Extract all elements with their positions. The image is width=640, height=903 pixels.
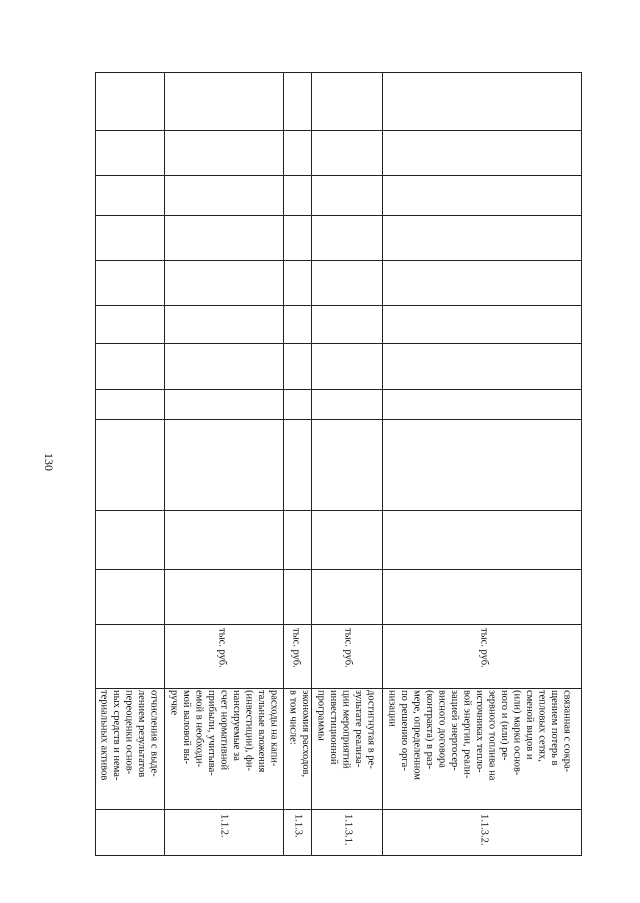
tariff-table	[95, 72, 582, 856]
page-number: 130	[42, 453, 56, 471]
row-3-number: 1.1.3.1.	[342, 814, 354, 846]
row-2-number: 1.1.3.	[292, 814, 304, 838]
row-3-unit: тыс. руб.	[342, 628, 354, 668]
row-3-description: достигнутая в ре- зультате реализа- ции мероприятий инвестиционной программы	[315, 690, 377, 769]
row-1-number: 1.1.2.	[218, 814, 230, 838]
row-1-description: расходы на капи- тальные вложения (инвестиции), фи- нансируемые за счет нормативной прибыли, учитыва- емой в необходи- мой валовой вы- ручке	[168, 690, 280, 776]
row-1-unit: тыс. руб.	[216, 628, 228, 668]
row-2-description: экономия расходов, в том числе:	[287, 690, 311, 778]
row-4-description: связанная с сокра- щением потерь в тепловых сетях, сменой видов и (или) марки основ- ного и (или) ре- зервного топлива на источниках тепло- вой энергии, реали- зацией энергосер- висного договора (контракта) в раз- мере, определенном по решению орга- низации	[386, 690, 573, 781]
row-4-number: 1.1.3.2.	[478, 814, 490, 846]
row-2-unit: тыс. руб.	[290, 628, 302, 668]
row-4-unit: тыс. руб.	[478, 628, 490, 668]
row-0-description: отчисления с выде- лением результатов переоценки основ- ных средств и нема- териальных активов	[98, 690, 160, 781]
